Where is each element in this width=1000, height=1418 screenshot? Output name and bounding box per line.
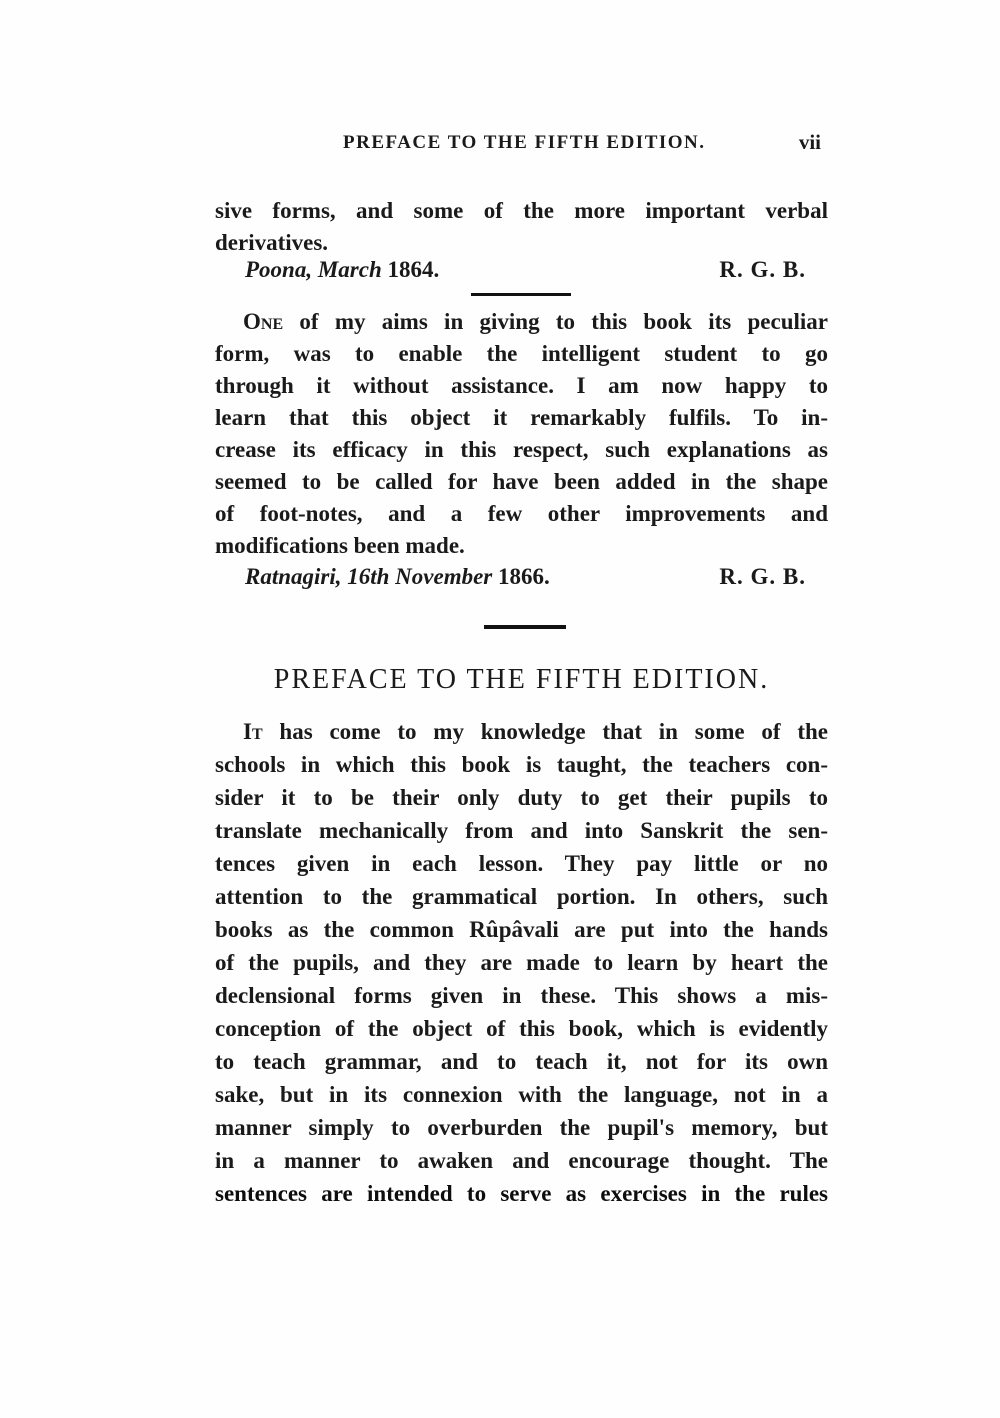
text-line: in a manner to awaken and encourage thought. The: [215, 1148, 828, 1173]
text-line: schools in which this book is taught, the teachers con-: [215, 752, 828, 777]
signature-row: [215, 257, 828, 291]
text-line: form, was to enable the intelligent student to go: [215, 341, 828, 366]
text-line: declensional forms given in these. This shows a mis-: [215, 983, 828, 1008]
text-line: attention to the grammatical portion. In others, such: [215, 884, 828, 909]
year-text: 1864.: [387, 257, 440, 282]
first-word: It: [243, 719, 263, 744]
text-line: manner simply to overburden the pupil's memory, but: [215, 1115, 828, 1140]
text-line: seemed to be called for have been added in the shape: [215, 469, 828, 494]
text-line: translate mechanically from and into Sanskrit the sen-: [215, 818, 828, 843]
section-heading: PREFACE TO THE FIFTH EDITION.: [273, 664, 770, 695]
line-text: of my aims in giving to this book its peculiar: [283, 309, 828, 334]
text-line: derivatives.: [215, 230, 329, 255]
text-line: [215, 306, 828, 338]
text-line: through it without assistance. I am now happy to: [215, 373, 828, 398]
text-line: crease its efficacy in this respect, such explanations as: [215, 437, 828, 462]
text-line: [215, 716, 828, 748]
preface-paragraph: [215, 716, 828, 1210]
first-word: One: [243, 309, 284, 334]
text-line: learn that this object it remarkably fulfils. To in-: [215, 405, 828, 430]
running-head: [215, 130, 825, 160]
author-initials: R. G. B.: [719, 564, 806, 589]
text-line: sake, but in its connexion with the language, not in a: [215, 1082, 828, 1107]
text-line: to teach grammar, and to teach it, not for its own: [215, 1049, 828, 1074]
line-text: has come to my knowledge that in some of the: [262, 719, 828, 744]
text-line: sive forms, and some of the more important verbal: [215, 198, 828, 223]
divider-rule: [484, 625, 566, 629]
note-paragraph: [215, 306, 828, 562]
text-line: conception of the object of this book, which is evidently: [215, 1016, 828, 1041]
place-date: [245, 257, 439, 283]
text-line: tences given in each lesson. They pay little or no: [215, 851, 828, 876]
signature-row: [215, 564, 828, 598]
text-line: modifications been made.: [215, 533, 465, 558]
text-line: sentences are intended to serve as exercises in the rules: [215, 1181, 828, 1206]
place-date: [245, 564, 550, 590]
text-line: of the pupils, and they are made to learn by heart the: [215, 950, 828, 975]
continuation-paragraph: [215, 195, 828, 259]
author-initials: R. G. B.: [719, 257, 806, 282]
page-number: vii: [798, 130, 821, 154]
text-line: books as the common Rûpâvali are put into the hands: [215, 917, 828, 942]
place-text: Poona, March: [245, 257, 382, 282]
divider-rule: [471, 293, 571, 296]
text-line: sider it to be their only duty to get their pupils to: [215, 785, 828, 810]
running-head-title: PREFACE TO THE FIFTH EDITION.: [343, 132, 706, 153]
text-line: of foot-notes, and a few other improvements and: [215, 501, 828, 526]
place-text: Ratnagiri, 16th November: [245, 564, 493, 589]
year-text: 1866.: [498, 564, 550, 589]
